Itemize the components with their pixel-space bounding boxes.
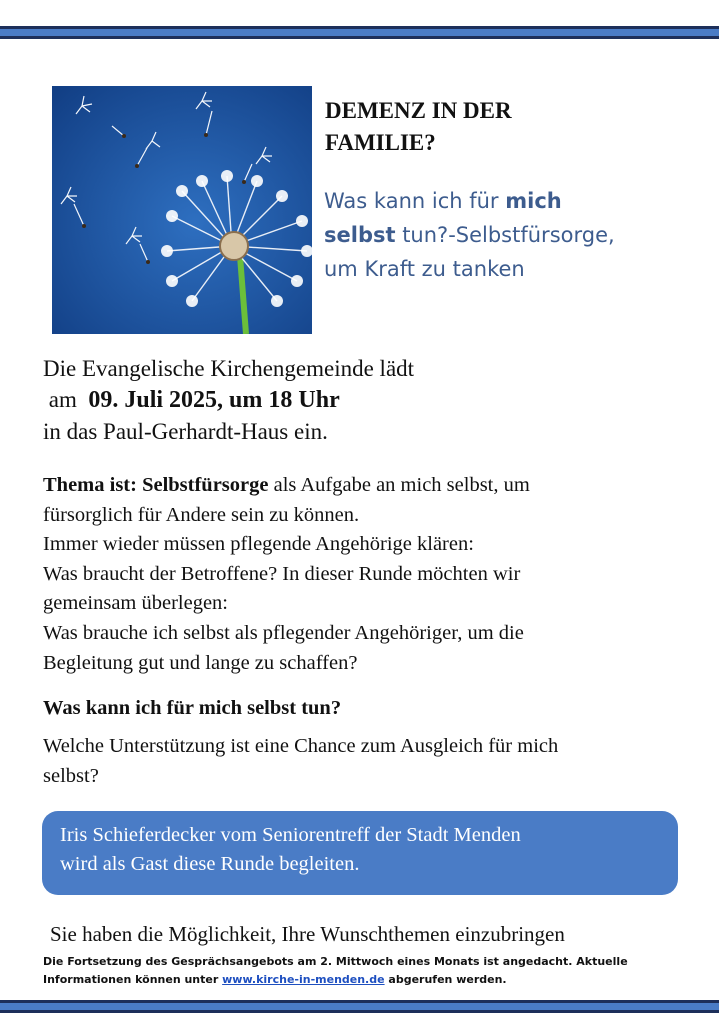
event-date: 09. Juli 2025, um 18 Uhr	[88, 387, 340, 413]
invite-line-1: Die Evangelische Kirchengemeinde lädt	[43, 356, 415, 381]
theme-rest: als Aufgabe an mich selbst, um	[268, 474, 530, 496]
body-line-2: fürsorglich für Andere sein zu können.	[43, 503, 360, 526]
top-border-bar	[0, 26, 719, 39]
event-title	[325, 95, 685, 159]
invitation-block	[43, 353, 683, 447]
body-line-3: Immer wieder müssen pflegende Angehörige klären:	[43, 533, 474, 556]
question-text	[43, 732, 683, 791]
banner-line-2: wird als Gast diese Runde begleiten.	[60, 853, 360, 875]
body-line-4: Was braucht der Betroffene? In dieser Runde möchten wir	[43, 562, 521, 585]
footer-line-2	[43, 971, 683, 989]
title-line-2: FAMILIE?	[325, 130, 436, 155]
subtitle-bold-mich: mich	[505, 189, 562, 213]
wishes-line: Sie haben die Möglichkeit, Ihre Wunschthemen einzubringen	[50, 922, 565, 946]
banner-text	[60, 821, 670, 879]
theme-line	[43, 471, 683, 501]
theme-label: Thema ist: Selbstfürsorge	[43, 474, 269, 496]
subtitle-line-3: um Kraft zu tanken	[324, 257, 525, 281]
banner-line-1: Iris Schieferdecker vom Seniorentreff der Stadt Menden	[60, 824, 521, 846]
dandelion-painting-icon	[52, 86, 312, 334]
question-heading: Was kann ich für mich selbst tun?	[43, 697, 342, 719]
website-link[interactable]: www.kirche-in-menden.de	[222, 973, 385, 986]
body-line-7: Begleitung gut und lange zu schaffen?	[43, 651, 358, 674]
bottom-border-bar	[0, 1000, 719, 1013]
body-line-5: gemeinsam überlegen:	[43, 592, 229, 615]
title-line-1: DEMENZ IN DER	[325, 98, 512, 123]
question-line-2: selbst?	[43, 764, 99, 787]
footer-note	[43, 953, 683, 989]
description-block	[43, 471, 683, 678]
question-line-1: Welche Unterstützung ist eine Chance zum Ausgleich für mich	[43, 735, 559, 757]
subtitle-bold-selbst: selbst	[324, 223, 396, 247]
invite-line-2	[43, 384, 683, 416]
dandelion-image	[52, 86, 312, 334]
footer-line-1: Die Fortsetzung des Gesprächsangebots am 2. Mittwoch eines Monats ist angedacht. Aktuelle	[43, 955, 628, 968]
subtitle-text: Was kann ich für	[324, 189, 506, 213]
footer-pre: Informationen können unter	[43, 973, 223, 986]
event-subtitle	[324, 184, 704, 286]
guest-banner	[42, 811, 678, 895]
invite-line-3: in das Paul-Gerhardt-Haus ein.	[43, 419, 328, 444]
body-line-6: Was brauche ich selbst als pflegender Angehöriger, um die	[43, 621, 524, 644]
footer-post: abgerufen werden.	[384, 973, 507, 986]
subtitle-text-2: tun?-Selbstfürsorge,	[395, 223, 615, 247]
invite-am: am	[48, 387, 83, 412]
